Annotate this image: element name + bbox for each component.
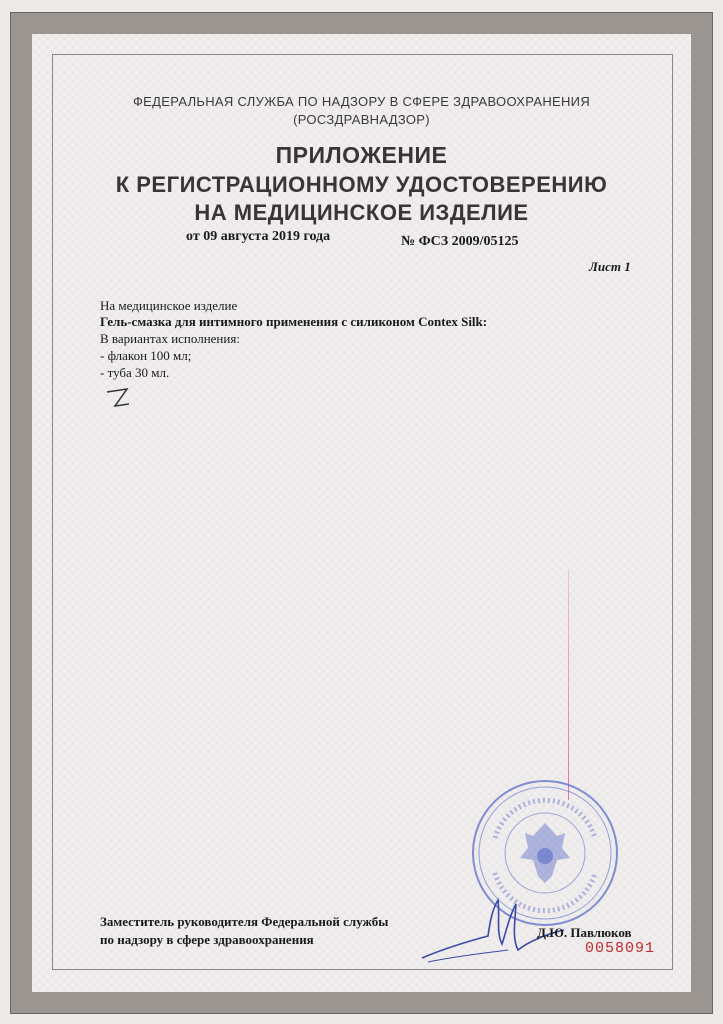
issue-date: от 09 августа 2019 года xyxy=(186,229,331,244)
product-name: Гель-смазка для интимного применения с силиконом Contex Silk: xyxy=(100,314,488,329)
pink-fiber-line xyxy=(568,570,569,800)
org-name-line1: ФЕДЕРАЛЬНАЯ СЛУЖБА ПО НАДЗОРУ В СФЕРЕ ЗДРАВООХРАНЕНИЯ xyxy=(132,94,591,109)
variants-label: В вариантах исполнения: xyxy=(100,331,240,346)
registration-number: № ФСЗ 2009/05125 xyxy=(401,234,519,249)
signatory-position-line2: по надзору в сфере здравоохранения xyxy=(100,932,314,947)
signatory-position-line1: Заместитель руководителя Федеральной службы xyxy=(100,914,389,929)
title-line2: К РЕГИСТРАЦИОННОМУ УДОСТОВЕРЕНИЮ xyxy=(115,172,608,197)
sheet-number: Лист 1 xyxy=(589,259,631,274)
title-line1: ПРИЛОЖЕНИЕ xyxy=(275,142,448,168)
handwritten-mark xyxy=(103,384,133,412)
signatory-name: Д.Ю. Павлюков xyxy=(537,925,632,940)
serial-number: 0058091 xyxy=(584,940,655,957)
org-name-line2: (РОСЗДРАВНАДЗОР) xyxy=(293,112,430,127)
variant-item: - туба 30 мл. xyxy=(100,365,170,380)
variant-item: - флакон 100 мл; xyxy=(100,348,192,363)
title-line3: НА МЕДИЦИНСКОЕ ИЗДЕЛИЕ xyxy=(194,200,529,225)
intro-text: На медицинское изделие xyxy=(100,298,238,313)
